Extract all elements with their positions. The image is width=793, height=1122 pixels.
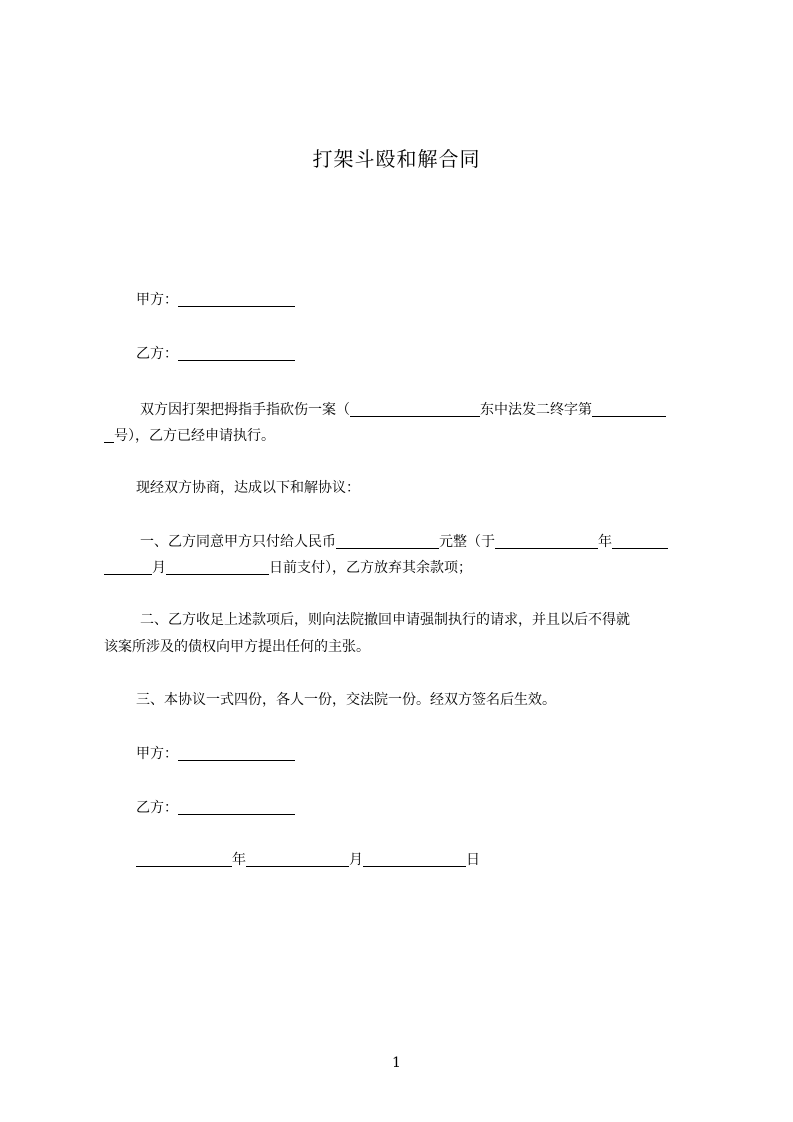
case-serial-blank-cont [104,426,114,443]
sign-month-blank [246,850,349,867]
clause1-part-c: 日前支付），乙方放弃其余款项； [269,560,472,576]
pay-month-blank [612,532,668,549]
clause1-month: 月 [152,560,166,576]
party-b-blank [178,344,295,361]
sign-party-a-label: 甲方： [136,746,178,762]
case-number-blank [350,400,480,417]
pay-day-blank [166,558,269,575]
party-a-label: 甲方： [136,292,178,308]
clause1-line1 [104,528,738,556]
clause2-line1 [104,606,738,634]
party-a-line [104,286,734,314]
case-serial-blank [592,400,666,417]
clause3-text: 三、本协议一式四份，各人一份，交法院一份。经双方签名后生效。 [136,692,556,708]
sign-day-label: 日 [466,852,480,868]
sign-party-b-line [104,794,734,822]
case-paragraph-line1 [104,396,738,424]
document-title: 打架斗殴和解合同 [312,147,481,171]
clause1-part-a: 一、乙方同意甲方只付给人民币 [140,534,336,550]
case-tail: 号），乙方已经申请执行。 [114,428,275,444]
pay-year-blank [495,532,598,549]
clause2-text-1: 二、乙方收足上述款项后，则向法院撤回申请强制执行的请求，并且以后不得就 [140,612,630,628]
clause1-year: 年 [598,534,612,550]
negotiation-line [104,474,734,502]
sign-party-b-label: 乙方： [136,800,178,816]
sign-year-blank [136,850,232,867]
clause3-line [104,686,734,714]
party-a-blank [178,290,295,307]
case-paragraph-line2 [104,422,702,450]
party-b-line [104,340,734,368]
sign-party-b-blank [178,798,295,815]
sign-date-line [104,846,734,874]
sign-party-a-line [104,740,734,768]
clause1-part-b: 元整（于 [439,534,495,550]
sign-year-label: 年 [232,852,246,868]
page-number: 1 [392,1055,401,1071]
amount-blank [336,532,439,549]
clause2-text-2: 该案所涉及的债权向甲方提出任何的主张。 [104,639,370,655]
clause2-line2 [104,633,702,661]
sign-day-blank [363,850,466,867]
pay-month-blank-cont [104,558,152,575]
case-intro: 双方因打架把拇指手指砍伤一案（ [140,402,350,418]
party-b-label: 乙方： [136,346,178,362]
case-court: 东中法发二终字第 [480,402,592,418]
sign-month-label: 月 [349,852,363,868]
sign-party-a-blank [178,744,295,761]
negotiation-text: 现经双方协商，达成以下和解协议： [136,480,360,496]
clause1-line2 [104,554,702,582]
